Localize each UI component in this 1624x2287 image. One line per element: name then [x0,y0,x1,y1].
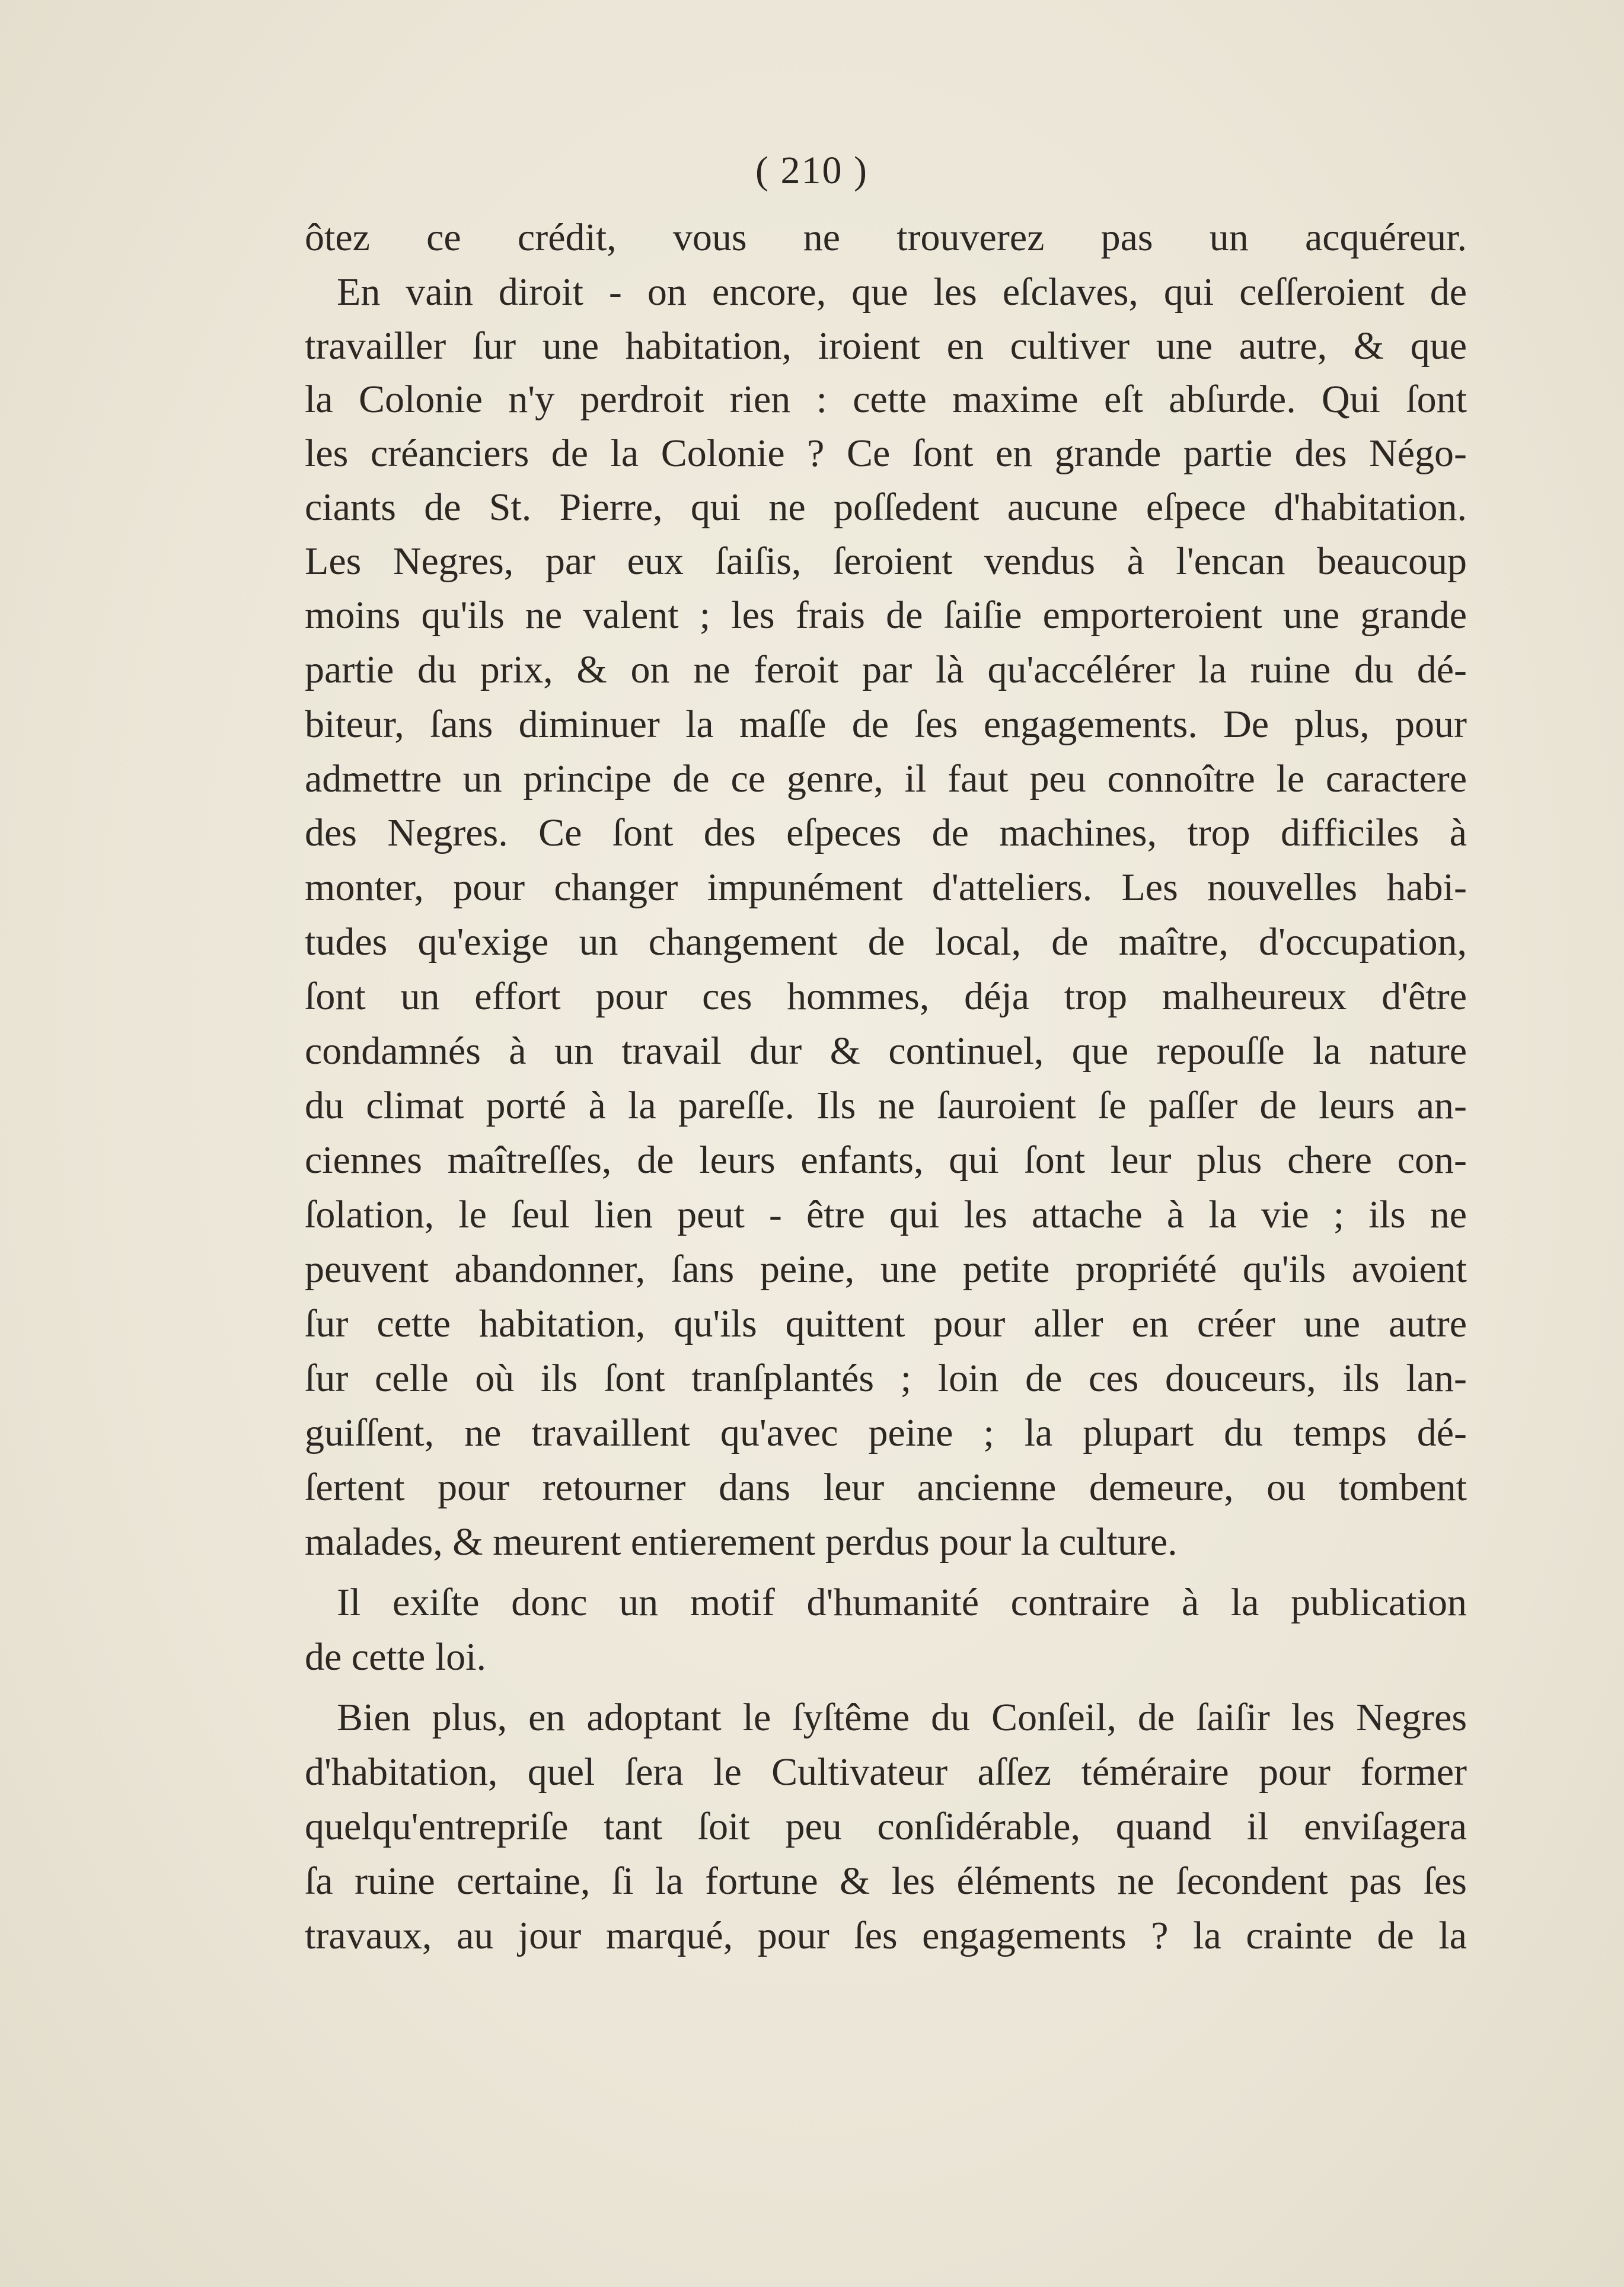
text-line: peuvent abandonner, ſans peine, une petite propriété qu'ils avoient [305,1248,1467,1291]
text-line: ciennes maîtreſſes, de leurs enfants, qui ſont leur plus chere con- [305,1138,1467,1182]
text-line: ſur cette habitation, qu'ils quittent pour aller en créer une autre [305,1302,1467,1345]
text-line: tudes qu'exige un changement de local, de maître, d'occupation, [305,920,1467,964]
text-line: ſertent pour retourner dans leur ancienne demeure, ou tombent [305,1466,1467,1509]
text-line: ciants de St. Pierre, qui ne poſſedent aucune eſpece d'habitation. [305,486,1467,529]
page-number: ( 210 ) [755,149,868,192]
text-line: Il exiſte donc un motif d'humanité contraire à la publication [337,1581,1467,1624]
text-line: biteur, ſans diminuer la maſſe de ſes engagements. De plus, pour [305,703,1467,746]
text-line: En vain diroit - on encore, que les eſclaves, qui ceſſeroient de [337,270,1467,314]
text-line: ſont un effort pour ces hommes, déja trop malheureux d'être [305,975,1467,1018]
text-line: monter, pour changer impunément d'atteliers. Les nouvelles habi- [305,866,1467,909]
text-line: quelqu'entrepriſe tant ſoit peu conſidérable, quand il enviſagera [305,1805,1467,1848]
text-line: du climat porté à la pareſſe. Ils ne ſauroient ſe paſſer de leurs an- [305,1084,1467,1127]
text-line: de cette loi. [305,1635,487,1679]
text-line: partie du prix, & on ne feroit par là qu'accélérer la ruine du dé- [305,648,1467,691]
text-line: Bien plus, en adoptant le ſyſtême du Conſeil, de ſaiſir les Negres [337,1696,1467,1739]
text-line: condamnés à un travail dur & continuel, que repouſſe la nature [305,1029,1467,1073]
text-line: ſa ruine certaine, ſi la fortune & les éléments ne ſecondent pas ſes [305,1859,1467,1903]
text-line: malades, & meurent entierement perdus pour la culture. [305,1520,1178,1564]
text-line: ſolation, le ſeul lien peut - être qui les attache à la vie ; ils ne [305,1193,1467,1236]
text-line: la Colonie n'y perdroit rien : cette maxime eſt abſurde. Qui ſont [305,378,1467,421]
text-line: ôtez ce crédit, vous ne trouverez pas un acquéreur. [305,216,1467,259]
text-line: admettre un principe de ce genre, il faut peu connoître le caractere [305,757,1467,800]
text-line: travailler ſur une habitation, iroient en cultiver une autre, & que [305,324,1467,368]
text-line: les créanciers de la Colonie ? Ce ſont en grande partie des Négo- [305,432,1467,475]
text-line: guiſſent, ne travaillent qu'avec peine ; la plupart du temps dé- [305,1411,1467,1455]
text-line: d'habitation, quel ſera le Cultivateur aſſez téméraire pour former [305,1750,1467,1794]
text-line: ſur celle où ils ſont tranſplantés ; loin de ces douceurs, ils lan- [305,1357,1467,1400]
text-line: des Negres. Ce ſont des eſpeces de machines, trop difficiles à [305,811,1467,854]
text-line: travaux, au jour marqué, pour ſes engagements ? la crainte de la [305,1914,1467,1957]
text-line: Les Negres, par eux ſaiſis, ſeroient vendus à l'encan beaucoup [305,540,1467,583]
text-line: moins qu'ils ne valent ; les frais de ſaiſie emporteroient une grande [305,594,1467,637]
